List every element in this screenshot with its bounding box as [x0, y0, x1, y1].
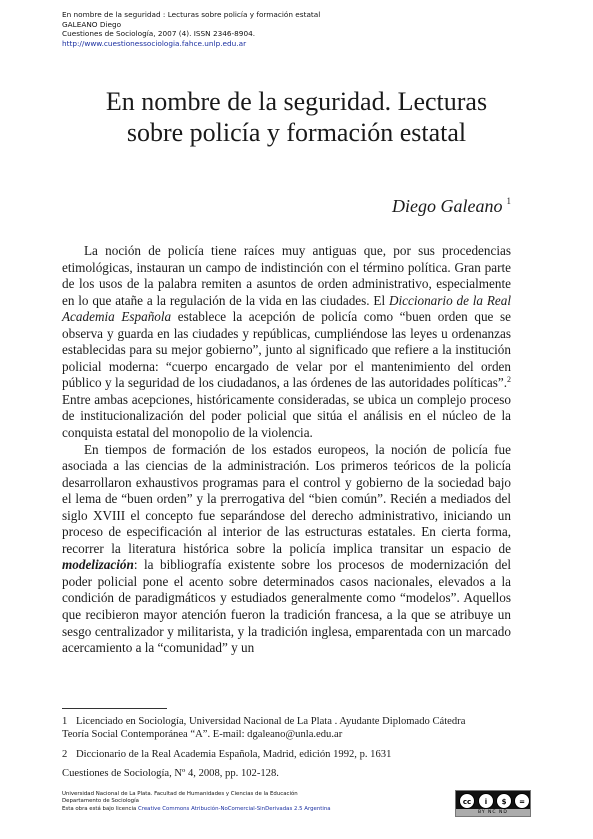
cc-badge-strip: BY NC ND	[456, 809, 530, 816]
cc-icon: cc	[459, 793, 475, 809]
title-line-1: En nombre de la seguridad. Lecturas	[105, 87, 488, 116]
footer-license-prefix: Esta obra está bajo licencia	[62, 805, 138, 812]
running-header	[62, 10, 320, 48]
footnote-2-ref[interactable]: 2	[507, 375, 511, 385]
header-url-link[interactable]: http://www.cuestionessociologia.fahce.unlp.edu.ar	[62, 38, 247, 48]
footnote-2	[62, 748, 511, 761]
page-footer	[62, 791, 331, 813]
header-title-line: En nombre de la seguridad : Lecturas sobre policía y formación estatal	[62, 10, 321, 19]
license-link[interactable]: Creative Commons Atribución-NoComercial-SinDerivadas 2.5 Argentina	[137, 805, 331, 812]
paragraph-1-text-a: La noción de policía tiene raíces muy antiguas que, por sus procedencias etimológicas, instauran un campo de indistinción con el término política. Gran parte de los usos de la palabra remiten a asuntos de orden administrativo, especialmente en lo que atañe a la regulación de la vida en las ciudades. El	[62, 243, 511, 308]
journal-citation: Cuestiones de Sociología, Nº 4, 2008, pp. 102-128.	[62, 768, 279, 779]
creative-commons-badge[interactable]	[455, 790, 531, 817]
article-body	[62, 243, 511, 657]
footnote-1-line-2: Teoría Social Contemporánea “A”. E-mail: dgaleano@unla.edu.ar	[62, 729, 343, 741]
modelizacion-emphasis: modelización	[62, 557, 134, 573]
footnote-divider	[62, 708, 167, 709]
paragraph-2-text-a: En tiempos de formación de los estados europeos, la noción de policía fue asociada a las ciencias de la administración. Los primeros teóricos de la policía desarrollaron exhaustivos programas para el control y gobierno de la sociedad bajo el lema de “buen orden” y la prerrogativa del “bien común”. Recién a mediados del siglo XVIII el concepto fue separándose del derecho administrativo, iniciando un proceso de especificación al interior de las estructuras estatales. En cierta forma, recorrer la literatura histórica sobre la policía implica transitar un espacio de	[62, 441, 511, 556]
article-title	[40, 86, 553, 148]
body-paragraph-1	[62, 243, 511, 442]
attribution-icon: i	[478, 793, 494, 809]
footer-department-line: Departamento de Sociología	[62, 798, 139, 805]
noderivatives-icon: =	[514, 793, 530, 809]
paragraph-1-text-b: establece la acepción de policía como “buen orden que se observa y guarda en las ciudades y repúblicas, cumpliéndose las leyes u ordenanzas establecidas para su mejor gobierno”, junto al significado que refiere a la institución policial moderna: “cuerpo encargado de velar por el mantenimiento del orden público y la seguridad de los ciudadanos, a las órdenes de las autoridades políticas”.	[62, 309, 511, 391]
footer-license-line	[62, 806, 331, 813]
noncommercial-icon: $	[496, 793, 512, 809]
footnote-2-line-1: Diccionario de la Real Academia Española, Madrid, edición 1992, p. 1631	[76, 749, 392, 760]
footnote-2-number: 2	[62, 749, 68, 760]
footnote-1-number: 1	[62, 716, 68, 727]
paragraph-1-text-c: Entre ambas acepciones, históricamente consideradas, se ubica un complejo proceso de institucionalización del poder policial que sitúa el análisis en el núcleo de la conquista estatal del monopolio de la violencia.	[62, 391, 511, 441]
footer-university-line: Universidad Nacional de La Plata. Facultad de Humanidades y Ciencias de la Educación	[62, 791, 298, 797]
header-author-line: GALEANO Diego	[62, 19, 122, 29]
footnote-1-line-1: Licenciado en Sociología, Universidad Nacional de La Plata . Ayudante Diplomado Cátedra	[76, 716, 466, 727]
dictionary-title-italic: Diccionario de la Real Academia Española	[62, 292, 511, 325]
header-issn-line: Cuestiones de Sociología, 2007 (4). ISSN 2346-8904.	[62, 29, 256, 39]
title-line-2: sobre policía y formación estatal	[126, 118, 467, 147]
author-byline	[392, 196, 511, 217]
paragraph-2-text-b: : la bibliografía existente sobre los procesos de modernización del poder policial pone el acento sobre determinados casos nacionales, elevados a la condición de paradigmáticos y estudiados generalmente como “modelos”. Aquellos que recibieron mayor atención fueron la tradición francesa, a la que se atribuye un sesgo centralizador y militarista, y la tradición inglesa, emparentada con un marcado acercamiento a la “comunidad” y un	[62, 557, 511, 656]
footnote-1	[62, 715, 511, 741]
author-name: Diego Galeano	[392, 196, 503, 216]
author-footnote-ref[interactable]: 1	[506, 196, 511, 206]
body-paragraph-2	[62, 442, 511, 657]
